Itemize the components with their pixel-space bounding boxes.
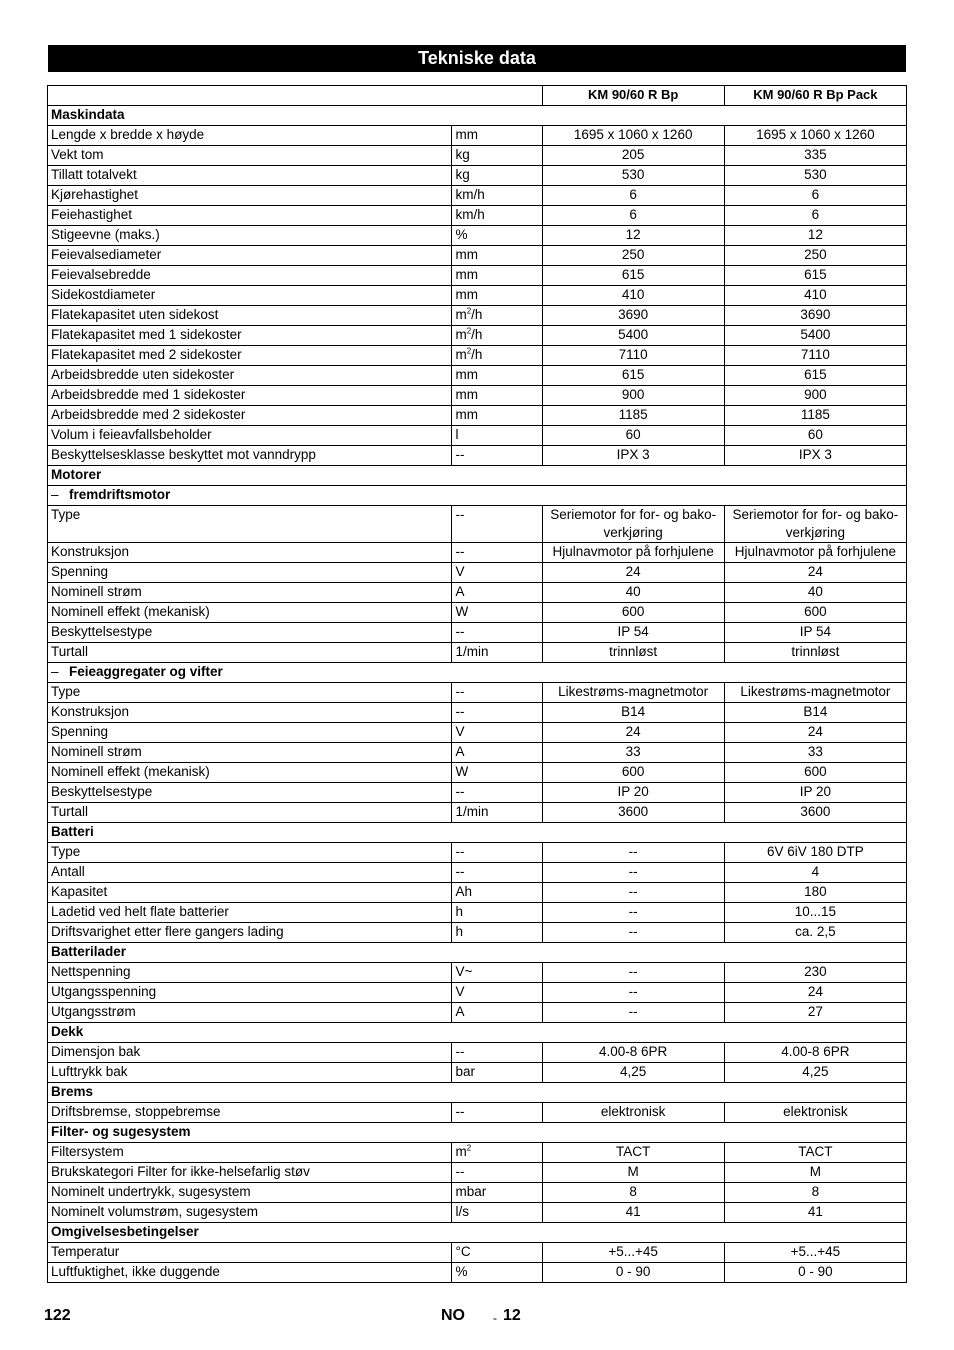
value-model-1: Hjulnavmotor på forhjulene: [542, 543, 724, 563]
table-row: [48, 883, 907, 903]
table-row: [48, 923, 907, 943]
superscript-2: 2: [466, 1143, 472, 1153]
row-label: Tillatt totalvekt: [48, 166, 452, 186]
row-label: Antall: [48, 863, 452, 883]
table-row: [48, 683, 907, 703]
table-row: [48, 166, 907, 186]
row-label: Flatekapasitet med 1 sidekoster: [48, 326, 452, 346]
section-title: Batterilader: [48, 943, 907, 963]
value-model-1: 33: [542, 743, 724, 763]
value-model-1: --: [542, 863, 724, 883]
page-title: Tekniske data: [48, 45, 906, 72]
value-model-2: 8: [724, 1183, 906, 1203]
row-label: Type: [48, 843, 452, 863]
value-model-1: 6: [542, 206, 724, 226]
table-row: [48, 1143, 907, 1163]
value-model-1: 12: [542, 226, 724, 246]
row-unit: Ah: [452, 883, 542, 903]
section-title: Dekk: [48, 1023, 907, 1043]
superscript-2: 2: [466, 346, 472, 356]
table-row: [48, 126, 907, 146]
value-model-1: 410: [542, 286, 724, 306]
row-unit: --: [452, 1103, 542, 1123]
table-row: [48, 386, 907, 406]
table-row: [48, 446, 907, 466]
row-unit: A: [452, 743, 542, 763]
row-label: Luftfuktighet, ikke duggende: [48, 1263, 452, 1283]
table-row: [48, 643, 907, 663]
row-unit: 1/min: [452, 803, 542, 823]
value-model-2: 24: [724, 983, 906, 1003]
value-model-1: Likestrøms-magnetmotor: [542, 683, 724, 703]
table-row: [48, 723, 907, 743]
row-unit: --: [452, 783, 542, 803]
section-title: Maskindata: [48, 106, 907, 126]
value-model-2: 10...15: [724, 903, 906, 923]
value-model-1: 1185: [542, 406, 724, 426]
row-unit: mm: [452, 386, 542, 406]
value-model-2: 60: [724, 426, 906, 446]
row-label: Turtall: [48, 643, 452, 663]
value-model-2: IP 54: [724, 623, 906, 643]
row-unit: %: [452, 1263, 542, 1283]
table-row: [48, 246, 907, 266]
table-row: [48, 286, 907, 306]
row-label: Nominell effekt (mekanisk): [48, 763, 452, 783]
table-row: [48, 843, 907, 863]
value-model-2: 600: [724, 763, 906, 783]
value-model-2: 180: [724, 883, 906, 903]
value-model-2: 1185: [724, 406, 906, 426]
value-model-1: 3600: [542, 803, 724, 823]
row-unit: --: [452, 843, 542, 863]
table-row: [48, 763, 907, 783]
row-unit: W: [452, 763, 542, 783]
row-label: Vekt tom: [48, 146, 452, 166]
dash-bullet-icon: –: [51, 487, 59, 502]
table-row: [48, 543, 907, 563]
row-label: Type: [48, 683, 452, 703]
value-model-1: IPX 3: [542, 446, 724, 466]
table-row: [48, 326, 907, 346]
value-model-2: 530: [724, 166, 906, 186]
value-model-1: --: [542, 903, 724, 923]
row-unit: mm: [452, 246, 542, 266]
row-label: Utgangsstrøm: [48, 1003, 452, 1023]
value-model-2: 250: [724, 246, 906, 266]
table-row: [48, 963, 907, 983]
value-model-1: 4.00-8 6PR: [542, 1043, 724, 1063]
value-model-2: 12: [724, 226, 906, 246]
table-row: [48, 506, 907, 543]
table-row: [48, 1243, 907, 1263]
value-model-2: Hjulnavmotor på forhjulene: [724, 543, 906, 563]
row-label: Brukskategori Filter for ikke-helsefarlig støv: [48, 1163, 452, 1183]
value-model-2: 3600: [724, 803, 906, 823]
value-model-2: 3690: [724, 306, 906, 326]
row-unit: $m^2$: [452, 1143, 542, 1163]
spec-table: [47, 85, 907, 1283]
value-model-2: 24: [724, 723, 906, 743]
row-unit: mbar: [452, 1183, 542, 1203]
row-unit: 1/min: [452, 643, 542, 663]
row-unit: %: [452, 226, 542, 246]
value-model-1: elektronisk: [542, 1103, 724, 1123]
value-model-2: 6: [724, 206, 906, 226]
value-model-1: Seriemotor for for- og bakoverkjøring: [542, 506, 724, 543]
table-row: [48, 306, 907, 326]
value-model-1: 4,25: [542, 1063, 724, 1083]
value-model-1: 5400: [542, 326, 724, 346]
row-unit: --: [452, 1163, 542, 1183]
row-unit: $m^2/h$: [452, 306, 542, 326]
value-model-2: +5...+45: [724, 1243, 906, 1263]
row-unit: h: [452, 903, 542, 923]
row-label: Nominell strøm: [48, 743, 452, 763]
row-label: Konstruksjon: [48, 703, 452, 723]
row-unit: --: [452, 703, 542, 723]
footer-separator: -: [493, 1311, 497, 1325]
row-unit: mm: [452, 286, 542, 306]
row-label: Feievalsediameter: [48, 246, 452, 266]
row-unit: W: [452, 603, 542, 623]
value-model-2: 33: [724, 743, 906, 763]
row-unit: V: [452, 723, 542, 743]
value-model-1: 24: [542, 563, 724, 583]
row-label: Feievalsebredde: [48, 266, 452, 286]
table-row: [48, 146, 907, 166]
page-footer: [0, 1307, 954, 1329]
section-header-row: [48, 1023, 907, 1043]
value-model-1: --: [542, 883, 724, 903]
value-model-1: 0 - 90: [542, 1263, 724, 1283]
section-title: Batteri: [48, 823, 907, 843]
value-model-1: --: [542, 983, 724, 1003]
table-row: [48, 266, 907, 286]
row-unit: --: [452, 506, 542, 543]
row-unit: mm: [452, 406, 542, 426]
row-label: Driftsvarighet etter flere gangers lading: [48, 923, 452, 943]
row-label: Filtersystem: [48, 1143, 452, 1163]
value-model-1: IP 20: [542, 783, 724, 803]
row-unit: --: [452, 446, 542, 466]
table-row: [48, 1063, 907, 1083]
row-label: Sidekostdiameter: [48, 286, 452, 306]
superscript-2: 2: [466, 326, 472, 336]
value-model-2: 1695 x 1060 x 1260: [724, 126, 906, 146]
row-label: Flatekapasitet med 2 sidekoster: [48, 346, 452, 366]
table-row: [48, 703, 907, 723]
value-model-2: IPX 3: [724, 446, 906, 466]
table-row: [48, 603, 907, 623]
value-model-2: M: [724, 1163, 906, 1183]
value-model-2: 40: [724, 583, 906, 603]
table-row: [48, 623, 907, 643]
row-label: Nominell effekt (mekanisk): [48, 603, 452, 623]
row-unit: °C: [452, 1243, 542, 1263]
row-label: Temperatur: [48, 1243, 452, 1263]
row-label: Kapasitet: [48, 883, 452, 903]
value-model-1: 1695 x 1060 x 1260: [542, 126, 724, 146]
value-model-1: 530: [542, 166, 724, 186]
value-model-2: Likestrøms-magnetmotor: [724, 683, 906, 703]
value-model-1: --: [542, 843, 724, 863]
value-model-2: 410: [724, 286, 906, 306]
section-header-row: [48, 1083, 907, 1103]
section-header-row: [48, 1223, 907, 1243]
row-label: Feiehastighet: [48, 206, 452, 226]
row-unit: kg: [452, 166, 542, 186]
table-row: [48, 1103, 907, 1123]
value-model-1: 900: [542, 386, 724, 406]
section-header-row: [48, 466, 907, 486]
row-label: Ladetid ved helt flate batterier: [48, 903, 452, 923]
value-model-2: elektronisk: [724, 1103, 906, 1123]
value-model-2: 615: [724, 266, 906, 286]
value-model-2: 0 - 90: [724, 1263, 906, 1283]
row-label: Utgangsspenning: [48, 983, 452, 1003]
table-row: [48, 563, 907, 583]
value-model-2: TACT: [724, 1143, 906, 1163]
value-model-1: 24: [542, 723, 724, 743]
value-model-2: 6V 6iV 180 DTP: [724, 843, 906, 863]
value-model-1: M: [542, 1163, 724, 1183]
row-label: Flatekapasitet uten sidekost: [48, 306, 452, 326]
row-unit: $m^2/h$: [452, 346, 542, 366]
value-model-1: --: [542, 923, 724, 943]
sub-page-number: 12: [503, 1307, 521, 1324]
section-title: Filter- og sugesystem: [48, 1123, 907, 1143]
dash-bullet-icon: –: [51, 664, 59, 679]
section-header-row: [48, 943, 907, 963]
value-model-1: 60: [542, 426, 724, 446]
section-title: [48, 663, 907, 683]
section-title: Brems: [48, 1083, 907, 1103]
language-code: NO: [441, 1307, 465, 1324]
column-header-model-1: KM 90/60 R Bp: [542, 86, 724, 106]
table-row: [48, 346, 907, 366]
row-unit: mm: [452, 366, 542, 386]
row-unit: l: [452, 426, 542, 446]
row-label: Spenning: [48, 563, 452, 583]
table-row: [48, 983, 907, 1003]
row-label: Type: [48, 506, 452, 543]
table-row: [48, 226, 907, 246]
row-label: Nominelt volumstrøm, sugesystem: [48, 1203, 452, 1223]
subsection-header-row: [48, 663, 907, 683]
row-unit: V: [452, 563, 542, 583]
value-model-2: 4,25: [724, 1063, 906, 1083]
row-unit: km/h: [452, 206, 542, 226]
value-model-1: 600: [542, 763, 724, 783]
table-row: [48, 426, 907, 446]
row-label: Lengde x bredde x høyde: [48, 126, 452, 146]
row-unit: mm: [452, 126, 542, 146]
value-model-1: 8: [542, 1183, 724, 1203]
row-unit: A: [452, 1003, 542, 1023]
table-row: [48, 1183, 907, 1203]
subsection-header-row: [48, 486, 907, 506]
value-model-1: trinnløst: [542, 643, 724, 663]
row-label: Dimensjon bak: [48, 1043, 452, 1063]
value-model-1: --: [542, 963, 724, 983]
page-number: 122: [44, 1307, 71, 1324]
row-label: Lufttrykk bak: [48, 1063, 452, 1083]
row-label: Arbeidsbredde med 2 sidekoster: [48, 406, 452, 426]
row-unit: --: [452, 1043, 542, 1063]
row-label: Beskyttelsesklasse beskyttet mot vanndrypp: [48, 446, 452, 466]
value-model-1: --: [542, 1003, 724, 1023]
table-row: [48, 206, 907, 226]
value-model-2: 900: [724, 386, 906, 406]
value-model-2: 335: [724, 146, 906, 166]
value-model-2: 24: [724, 563, 906, 583]
row-label: Turtall: [48, 803, 452, 823]
value-model-1: 3690: [542, 306, 724, 326]
value-model-1: 205: [542, 146, 724, 166]
table-header-row: [48, 86, 907, 106]
value-model-2: 7110: [724, 346, 906, 366]
table-row: [48, 1163, 907, 1183]
section-header-row: [48, 106, 907, 126]
value-model-2: 41: [724, 1203, 906, 1223]
table-row: [48, 743, 907, 763]
subsection-title-text: fremdriftsmotor: [69, 487, 171, 502]
section-title: Omgivelsesbetingelser: [48, 1223, 907, 1243]
table-row: [48, 366, 907, 386]
row-label: Volum i feieavfallsbeholder: [48, 426, 452, 446]
value-model-2: ca. 2,5: [724, 923, 906, 943]
table-row: [48, 863, 907, 883]
value-model-1: TACT: [542, 1143, 724, 1163]
value-model-1: 7110: [542, 346, 724, 366]
row-unit: h: [452, 923, 542, 943]
section-title: [48, 486, 907, 506]
value-model-2: 6: [724, 186, 906, 206]
value-model-2: trinnløst: [724, 643, 906, 663]
row-label: Nominell strøm: [48, 583, 452, 603]
value-model-1: 40: [542, 583, 724, 603]
row-label: Nettspenning: [48, 963, 452, 983]
value-model-1: 41: [542, 1203, 724, 1223]
row-unit: km/h: [452, 186, 542, 206]
value-model-2: 27: [724, 1003, 906, 1023]
row-unit: A: [452, 583, 542, 603]
value-model-2: 230: [724, 963, 906, 983]
value-model-1: 250: [542, 246, 724, 266]
row-label: Stigeevne (maks.): [48, 226, 452, 246]
table-row: [48, 903, 907, 923]
table-row: [48, 1003, 907, 1023]
table-row: [48, 803, 907, 823]
value-model-2: IP 20: [724, 783, 906, 803]
value-model-1: 615: [542, 266, 724, 286]
value-model-1: 600: [542, 603, 724, 623]
value-model-2: 600: [724, 603, 906, 623]
value-model-2: 615: [724, 366, 906, 386]
row-unit: bar: [452, 1063, 542, 1083]
row-unit: $m^2/h$: [452, 326, 542, 346]
value-model-1: 615: [542, 366, 724, 386]
table-row: [48, 406, 907, 426]
superscript-2: 2: [466, 306, 472, 316]
section-title: Motorer: [48, 466, 907, 486]
row-label: Arbeidsbredde uten sidekoster: [48, 366, 452, 386]
row-label: Driftsbremse, stoppebremse: [48, 1103, 452, 1123]
column-header-model-2: KM 90/60 R Bp Pack: [724, 86, 906, 106]
row-label: Kjørehastighet: [48, 186, 452, 206]
value-model-2: 4: [724, 863, 906, 883]
subsection-title-text: Feieaggregater og vifter: [69, 664, 223, 679]
row-unit: l/s: [452, 1203, 542, 1223]
table-row: [48, 1263, 907, 1283]
row-unit: mm: [452, 266, 542, 286]
row-unit: --: [452, 543, 542, 563]
row-unit: kg: [452, 146, 542, 166]
value-model-1: IP 54: [542, 623, 724, 643]
row-label: Beskyttelsestype: [48, 783, 452, 803]
value-model-2: 5400: [724, 326, 906, 346]
value-model-2: B14: [724, 703, 906, 723]
row-label: Beskyttelsestype: [48, 623, 452, 643]
value-model-1: 6: [542, 186, 724, 206]
header-blank-cell: [48, 86, 543, 106]
table-row: [48, 783, 907, 803]
value-model-1: B14: [542, 703, 724, 723]
row-label: Konstruksjon: [48, 543, 452, 563]
row-label: Arbeidsbredde med 1 sidekoster: [48, 386, 452, 406]
value-model-2: Seriemotor for for- og bakoverkjøring: [724, 506, 906, 543]
row-label: Nominelt undertrykk, sugesystem: [48, 1183, 452, 1203]
section-header-row: [48, 823, 907, 843]
section-header-row: [48, 1123, 907, 1143]
table-row: [48, 1203, 907, 1223]
row-unit: V: [452, 983, 542, 1003]
row-unit: --: [452, 863, 542, 883]
value-model-1: +5...+45: [542, 1243, 724, 1263]
row-unit: --: [452, 683, 542, 703]
row-label: Spenning: [48, 723, 452, 743]
row-unit: V~: [452, 963, 542, 983]
row-unit: --: [452, 623, 542, 643]
spec-table-body: [48, 86, 907, 1283]
table-row: [48, 1043, 907, 1063]
table-row: [48, 583, 907, 603]
table-row: [48, 186, 907, 206]
value-model-2: 4.00-8 6PR: [724, 1043, 906, 1063]
